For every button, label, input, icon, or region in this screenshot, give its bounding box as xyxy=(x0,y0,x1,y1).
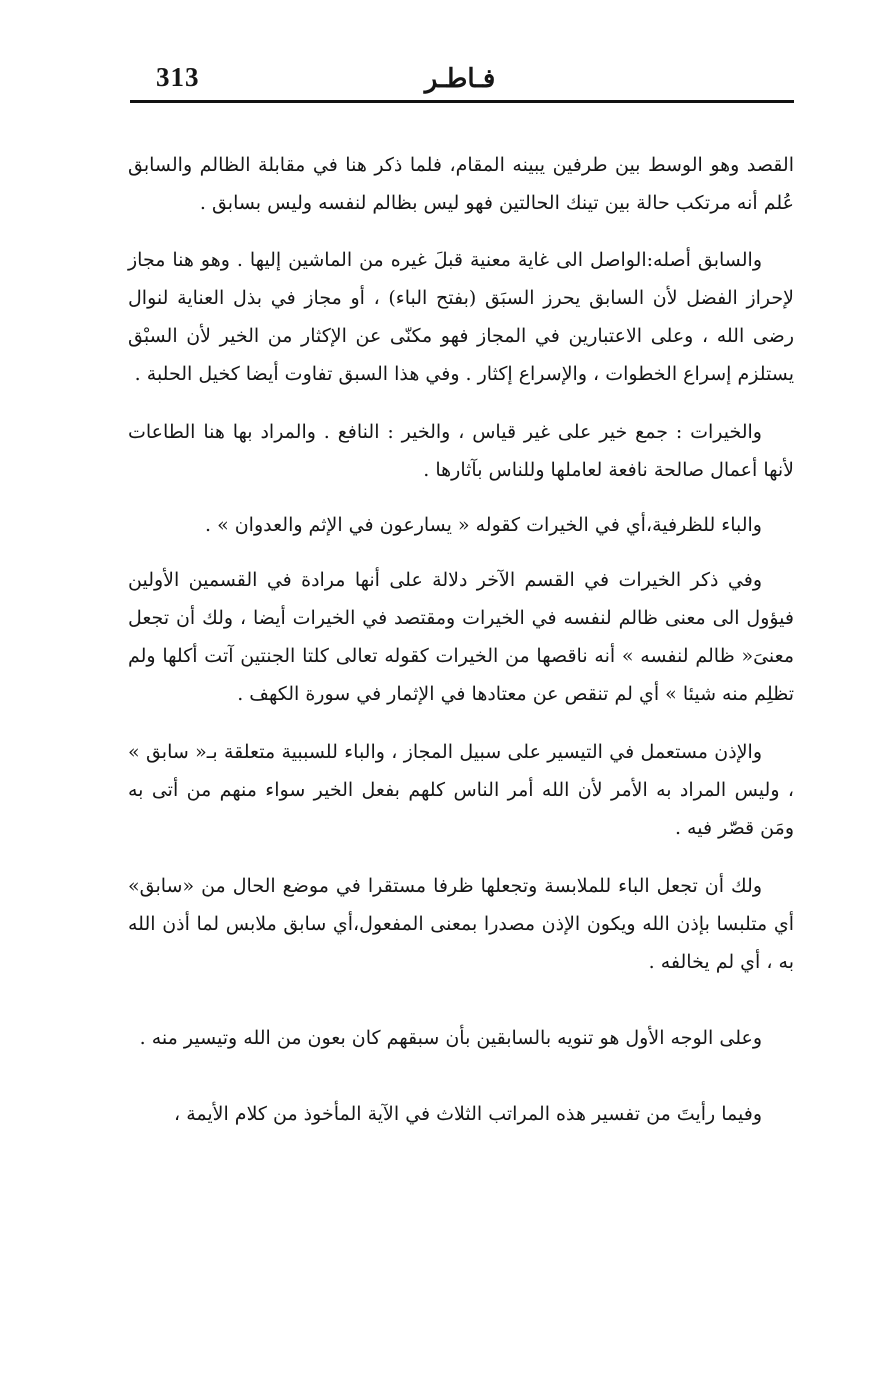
paragraph-6: والإذن مستعمل في التيسير على سبيل المجاز ، والباء للسببية متعلقة بـ« سابق » ، وليس المراد به الأمر لأن الله أمر الناس كلهم بفعل الخير سواء منهم من أتى به ومَن قصّر فيه . xyxy=(128,741,794,839)
paragraph-4: والباء للظرفية،أي في الخيرات كقوله « يسارعون في الإثم والعدوان » . xyxy=(204,514,762,536)
page-number: 313 xyxy=(156,62,200,92)
paragraph-7: ولك أن تجعل الباء للملابسة وتجعلها ظرفا مستقرا في موضع الحال من «سابق» أي متلبسا بإذن الله ويكون الإذن مصدرا بمعنى المفعول،أي سابق ملابس لما أذن الله به ، أي لم يخالفه . xyxy=(128,875,794,973)
body-text xyxy=(128,146,794,1133)
paragraph-5: وفي ذكر الخيرات في القسم الآخر دلالة على أنها مرادة في القسمين الأولين فيؤول الى معنى ظالم لنفسه في الخيرات ومقتصد في الخيرات أيضا ، ولك أن تجعل معنىَ« ظالم لنفسه » أنه ناقصها من الخيرات كقوله تعالى كلتا الجنتين آتت أكلها ولم تظلِم منه شيئا » أي لم تنقص عن معتادها في الإثمار في سورة الكهف . xyxy=(128,569,794,705)
paragraph-9: وفيما رأيتَ من تفسير هذه المراتب الثلاث في الآية المأخوذ من كلام الأيمة ، xyxy=(174,1103,762,1125)
paragraph-1: القصد وهو الوسط بين طرفين يبينه المقام، فلما ذكر هنا في مقابلة الظالم والسابق عُلم أنه مرتكب حالة بين تينك الحالتين فهو ليس بظالم لنفسه وليس بسابق . xyxy=(128,154,794,214)
paragraph-3: والخيرات : جمع خير على غير قياس ، والخير : النافع . والمراد بها هنا الطاعات لأنها أعمال صالحة نافعة لعاملها وللناس بآثارها . xyxy=(128,421,794,481)
page-header xyxy=(130,60,794,104)
running-title: فـاطـر xyxy=(424,64,496,94)
paragraph-8: وعلى الوجه الأول هو تنويه بالسابقين بأن سبقهم كان بعون من الله وتيسير منه . xyxy=(139,1027,762,1049)
paragraph-2: والسابق أصله:الواصل الى غاية معنية قبلَ غيره من الماشين إليها . وهو هنا مجاز لإحراز الفضل لأن السابق يحرز السبَق (بفتح الباء) ، أو مجاز في بذل العناية لنوال رضى الله ، وعلى الاعتبارين في المجاز فهو مكنّى عن الإكثار من الخير لأن السبْق يستلزم إسراع الخطوات ، والإسراع إكثار . وفي هذا السبق تفاوت أيضا كخيل الحلبة . xyxy=(128,249,794,385)
header-rule xyxy=(130,100,794,103)
